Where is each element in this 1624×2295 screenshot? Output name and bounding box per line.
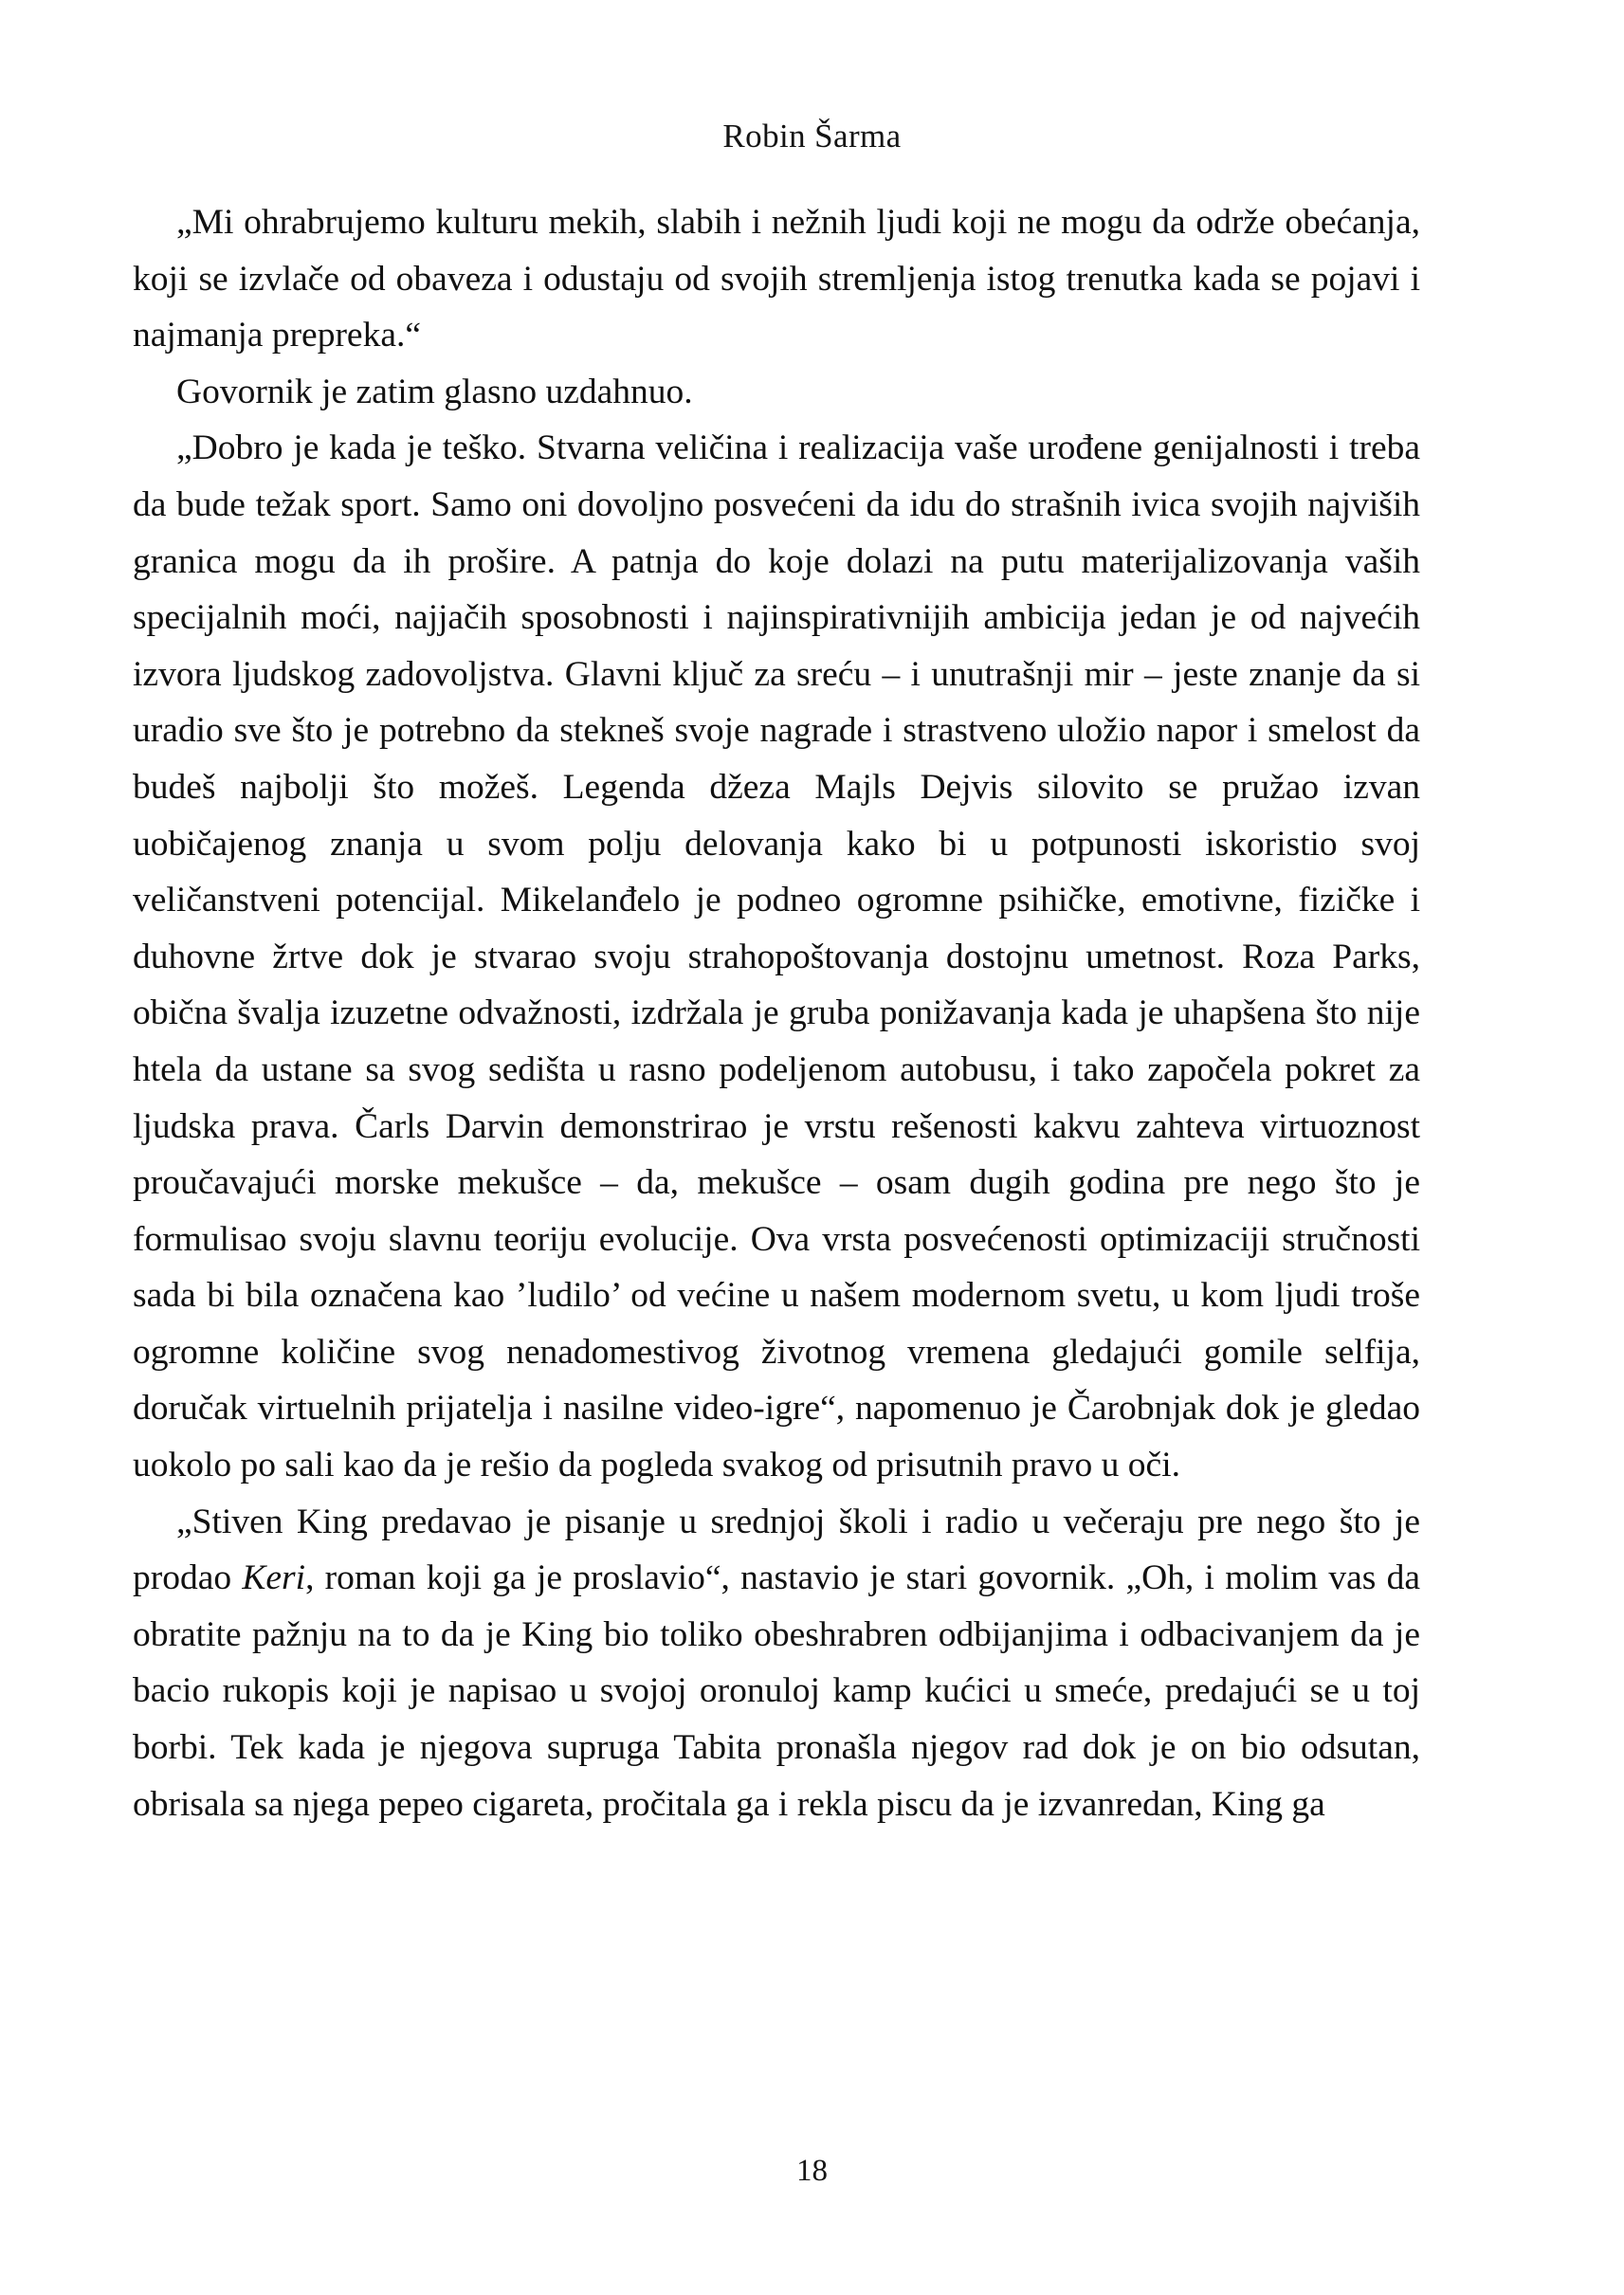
paragraph-stephen-king — [133, 1494, 1420, 1833]
paragraph-speaker-sighed: Govornik je zatim glasno uzdahnuo. — [176, 372, 693, 411]
body-text-block — [133, 194, 1420, 1832]
paragraph-quote-soft-culture: „Mi ohrabrujemo kulturu mekih, slabih i nežnih ljudi koji ne mogu da održe obećanja, koji se izvlače od obaveza i odustaju od svojih stremljenja istog trenutka kada se pojavi i najmanja prepreka.“ — [133, 203, 1420, 355]
king-text-tail: , roman koji ga je proslavio“, nastavio je stari govornik. „Oh, i molim vas da obratite pažnju na to da je King bio toliko obeshrabren odbijanjima i odbacivanjem da je bacio rukopis koji je napisao u svojoj oronuloj kamp kućici u smeće, predajući se u toj borbi. Tek kada je njegova supruga Tabita pronašla njegov rad dok je on bio odsutan, obrisala sa njega pepeo cigareta, pročitala ga i rekla piscu da je izvanredan, King ga — [133, 1558, 1420, 1824]
king-text-lead: „Stiven King predavao je pisanje u srednjoj školi i radio u večeraju pre nego što je prodao — [133, 1502, 1420, 1598]
book-title-keri: Keri — [242, 1558, 306, 1598]
page-number: 18 — [796, 2154, 828, 2188]
running-head: Robin Šarma — [722, 118, 902, 155]
paragraph-quote-greatness: „Dobro je kada je teško. Stvarna veličina i realizacija vaše urođene genijalnosti i treba da bude težak sport. Samo oni dovoljno posvećeni da idu do strašnih ivica svojih najviših granica mogu da ih prošire. A patnja do koje dolazi na putu materijalizovanja vaših specijalnih moći, najjačih sposobnosti i najinspirativnijih ambicija jedan je od najvećih izvora ljudskog zadovoljstva. Glavni ključ za sreću – i unutrašnji mir – jeste znanje da si uradio sve što je potrebno da stekneš svoje nagrade i strastveno uložio napor i smelost da budeš najbolji što možeš. Legenda džeza Majls Dejvis silovito se pružao izvan uobičajenog znanja u svom polju delovanja kako bi u potpunosti iskoristio svoj veličanstveni potencijal. Mikelanđelo je podneo ogromne psihičke, emotivne, fizičke i duhovne žrtve dok je stvarao svoju strahopoštovanja dostojnu umetnost. Roza Parks, obična švalja izuzetne odvažnosti, izdržala je gruba ponižavanja kada je uhapšena što nije htela da ustane sa svog sedišta u rasno podeljenom autobusu, i tako započela pokret za ljudska prava. Čarls Darvin demonstrirao je vrstu rešenosti kakvu zahteva virtuoznost proučavajući morske mekušce – da, mekušce – osam dugih godina pre nego što je formulisao svoju slavnu teoriju evolucije. Ova vrsta posvećenosti optimizaciji stručnosti sada bi bila označena kao ’ludilo’ od većine u našem modernom svetu, u kom ljudi troše ogromne količine svog nenadomestivog životnog vremena gledajući gomile selfija, doručak virtuelnih prijatelja i nasilne video-igre“, napomenuo je Čarobnjak dok je gledao uokolo po sali kao da je rešio da pogleda svakog od prisutnih pravo u oči. — [133, 428, 1420, 1485]
